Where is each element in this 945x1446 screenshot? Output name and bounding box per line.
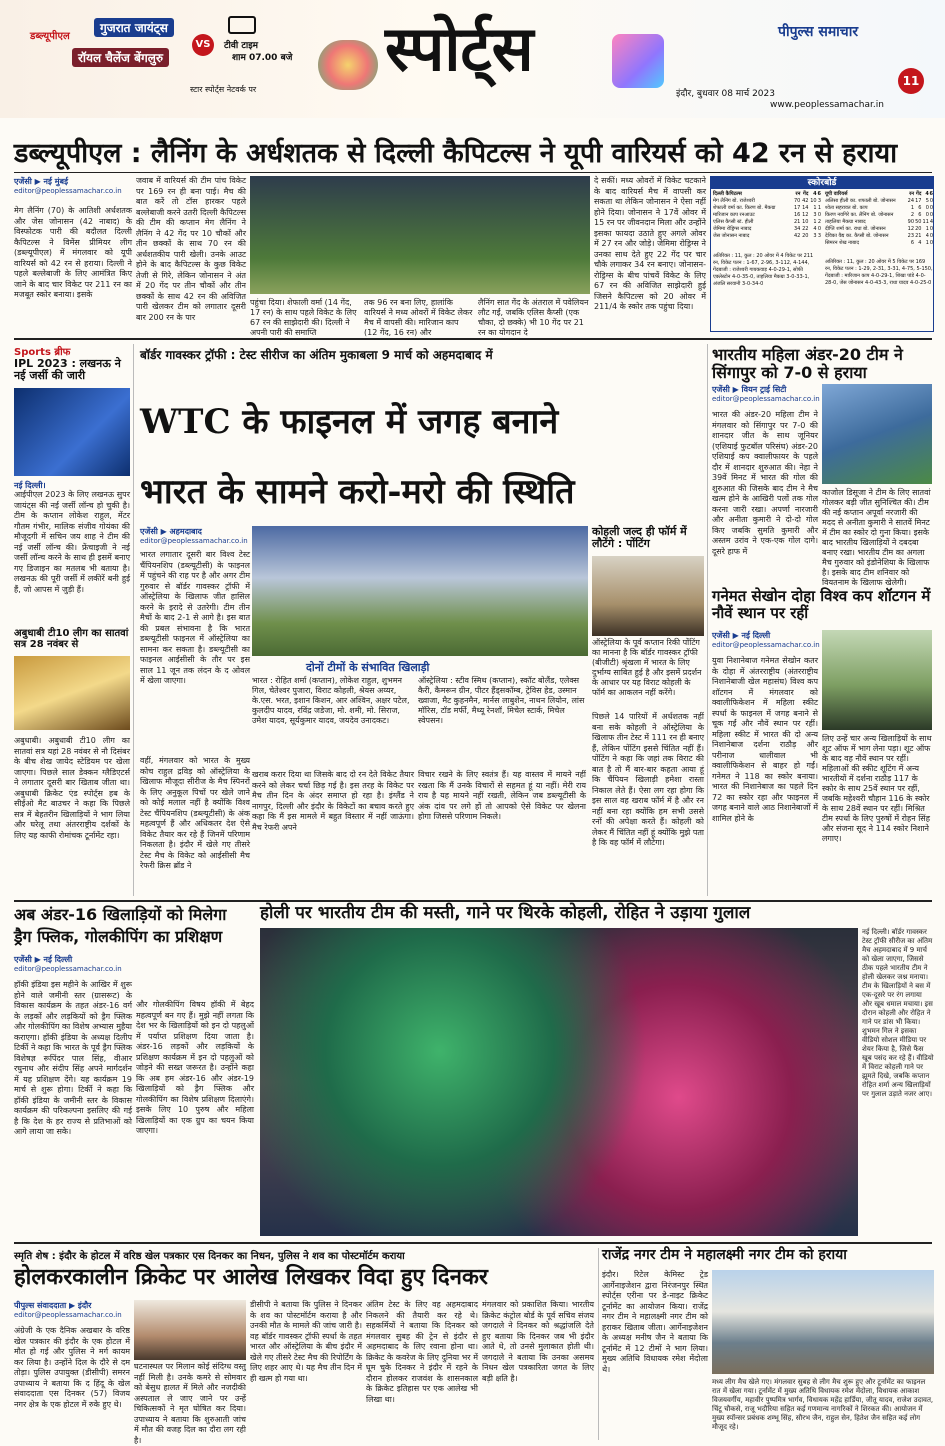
table-cell: 4 [925, 191, 929, 197]
table-row [825, 212, 933, 219]
obit-headline: होलकरकालीन क्रिकेट पर आलेख लिखकर विदा हुए दिनकर [14, 1265, 488, 1290]
brief-2-headline: अबुधाबी टी10 लीग का सातवां सत्र 28 नवंबर से [14, 628, 129, 650]
brand-logo: पीपुल्स समाचार [778, 24, 859, 40]
divider [14, 172, 932, 173]
table-cell: अलिसा हीली का. शफाली बो. जोनासन [825, 198, 896, 204]
table-cell: रन [795, 191, 801, 197]
table-row [713, 191, 821, 198]
table-cell: 6 [918, 212, 922, 218]
dinkar-photo [134, 1300, 246, 1360]
hockey-headline-line-2: ड्रैग फ्लिक, गोलकीपिंग का प्रशिक्षण [14, 927, 223, 946]
obit-col-3: डीसीपी ने बताया कि पुलिस ने दिनकर के शव का पोस्टमॉर्टम कराया है और उनकी मौत के मामले की जांच जारी है। वह बॉर्डर गावस्कर ट्रॉफी स्पर्धा के तहत भारत और ऑस्ट्रेलिया के बीच इंदौर में खेले गए तीसरे टेस्ट मैच की रिपोर्टिंग के लिए शहर आए थे। यह मैच तीन दिन में ही खत्म हो गया था। [250, 1300, 362, 1383]
scoreboard-right-table [825, 191, 933, 247]
obit-col-5: मंगलवार को प्रकाशित किया। भारतीय क्रिकेट कंट्रोल बोर्ड के पूर्व सचिव संजय जगदाले ने दिनकर को श्रद्धांजलि देते हुए बताया कि दिनकर जब भी इंदौर आते थे, तो उनसे मुलाकात होती थी। जगदाले ने बताया कि उनका असमय निधन खेल पत्रकारिता जगत के लिए बड़ी क्षति है। [482, 1300, 594, 1383]
lead-caption-2: तक 96 रन बना लिए, हालांकि वारियर्स ने मध्य ओवरों में विकेट लेकर मैच में वापसी की। मारिजान काप (12 गेंद, 16 रन) और [364, 298, 473, 337]
table-cell: 17 [794, 205, 801, 211]
table-cell: 0 [817, 226, 821, 232]
obit-col-4: अंतिम टेस्ट के लिए वह अहमदाबाद निकलने की तैयारी कर रहे थे। सहकर्मियों ने बताया कि दिनकर को मंगलवार सुबह की ट्रेन से इंदौर से अहमदाबाद के लिए रवाना होना था। क्रिकेट के कवरेज के लिए दुनिया भर में घूम चुके दिनकर ने इंदौर में रहने के दौरान होलकर राजवंश के शासनकाल के क्रिकेट इतिहास पर एक आलेख भी लिखा था। [366, 1300, 478, 1404]
table-cell: श्वेता सहरावत बो. काप [825, 205, 868, 211]
table-cell: 1 [813, 205, 817, 211]
table-cell: 2 [817, 219, 821, 225]
table-cell: मेग लैनिंग बो. राजेश्वरी [713, 198, 755, 204]
wtc-byline-block [140, 526, 250, 546]
table-cell: 17 [915, 198, 922, 204]
table-cell: 0 [929, 226, 933, 232]
hockey-byline-block [14, 954, 132, 976]
hockey-col-1: हॉकी इंडिया इस महीने के आखिर में शुरू होने वाले जमीनी स्तर (ग्रासरूट) के विकास कार्यक्रम के तहत अंडर-16 वर्ग के लड़कों और लड़कियों को ड्रैग फ्लिक और गोलकीपिंग का विशेष अभ्यास मुहैया कराएगा। हॉकी इंडिया के अध्यक्ष दिलीप टिर्की ने कहा कि भारत के पूर्व ड्रैग फ्लिक विशेषज्ञ रूपिंदर पाल सिंह, वीआर रघुनाथ और संदीप सिंह अपने मार्गदर्शन में यह प्रशिक्षण देंगे। यह कार्यक्रम 19 मार्च से शुरू होगा। टिर्की ने कहा कि हॉकी इंडिया के जमीनी स्तर के विकास कार्यक्रम की परिकल्पना इसलिए की गई है कि देश के हर राज्य से प्रतिभाओं को आगे लाया जा सके। [14, 980, 132, 1136]
table-cell: 0 [929, 233, 933, 239]
table-cell: 0 [929, 212, 933, 218]
byline: एजेंसी ▶ अहमदाबाद [140, 527, 202, 536]
byline: पीपुल्स संवाददाता ▶ इंदौर [14, 1301, 92, 1310]
table-cell: 22 [802, 226, 809, 232]
table-cell: 5 [925, 198, 929, 204]
table-cell: 4 [918, 240, 922, 246]
byline: एजेंसी ▶ वियन ट्राई सिटी [712, 385, 787, 394]
email: editor@peoplessamachar.co.in [14, 1311, 122, 1319]
email: editor@peoplessamachar.co.in [14, 187, 122, 195]
table-cell: 0 [929, 240, 933, 246]
brief-photo-2 [14, 656, 130, 730]
scoreboard-left-table [713, 191, 821, 240]
table-row [713, 212, 821, 219]
ponting-photo [592, 556, 704, 636]
australia-squad: ऑस्ट्रेलिया : स्टीव स्मिथ (कप्तान), स्कॉट बोलैंड, एलेक्स कैरी, कैमरून ग्रीन, पीटर हैंड्सकॉम्ब, ट्रेविस हेड, उस्मान ख्वाजा, मैट कुहनमैन, मार्नस लाबुशेन, नाथन लियोन, लांस मॉरिस, टॉड मर्फी, मैथ्यू रेनशॉ, मिचेल स्टार्क, मिचेल स्वेपसन। [418, 676, 585, 725]
table-cell: ताहलिया मैकग्रा नाबाद [825, 219, 866, 225]
table-cell: 10 [802, 219, 809, 225]
table-row [713, 198, 821, 205]
table-cell: 16 [794, 212, 801, 218]
obit-kicker: स्मृति शेष : इंदौर के होटल में वरिष्ठ खेल पत्रकार एस दिनकर का निधन, पुलिस ने शव का पोस्टमॉर्टम कराया [14, 1251, 405, 1262]
divider [14, 1242, 932, 1244]
date-line: इंदौर, बुधवार 08 मार्च 2023 [676, 89, 775, 99]
table-cell: 6 [929, 191, 933, 197]
wtc-photo-label: दोनों टीमों के संभावित खिलाड़ी [306, 661, 430, 674]
table-cell: 0 [929, 198, 933, 204]
table-cell: देविका वैद्य का. कैप्सी बो. जोनासन [825, 233, 889, 239]
table-cell: जेमिमा रोड्रिग्स नाबाद [713, 226, 752, 232]
table-cell: यूपी वारियर्स [825, 191, 848, 197]
ganemat-caption: लिए उन्हें चार अन्य खिलाड़ियों के साथ शूट ऑफ में भाग लेना पड़ा। शूट ऑफ के बाद वह नौवें स्थान पर रहीं। महिलाओं की स्कीट शूटिंग में अन्य भारतीयों में दर्शना राठौड़ 117 के स्कोर के साथ 25वें स्थान पर रहीं, जबकि महेश्वरी चौहान 116 के स्कोर के साथ 28वें स्थान पर रहीं। मिश्रित टीम स्पर्धा के लिए पुरुषों में रोहन सिंह और संजना सूद ने 114 स्कोर निशाने लगाए। [822, 734, 932, 843]
table-row [825, 240, 933, 247]
ganemat-headline: गनेमत सेखोन दोहा विश्व कप शॉटगन में नौवें स्थान पर रहीं [712, 587, 931, 622]
table-cell: 1 [910, 205, 915, 211]
u20-byline-block [712, 384, 818, 408]
brief-1-headline: IPL 2023 : लखनऊ ने नई जर्सी की जारी [14, 357, 121, 383]
table-cell: 1 [817, 205, 821, 211]
table-row [713, 233, 821, 240]
table-row [713, 205, 821, 212]
scoreboard-right-notes: अतिरिक्त : 11, कुल : 20 ओवर में 5 विकेट पर 169 रन, विकेट पतन : 1-29, 2-31, 3-31, 4-75, 5-150, गेंदबाजी : मारिजान काप 4-0-29-1, शिखा पांडे 4-0-28-0, जेस जोनासन 4-0-43-3, राधा यादव 4-0-25-0 [825, 259, 933, 286]
table-cell: 0 [817, 212, 821, 218]
table-cell: दीप्ति शर्मा का. राधा बो. जोनासन [825, 226, 886, 232]
hockey-headline-line-1: अब अंडर-16 खिलाड़ियों को मिलेगा [14, 905, 227, 924]
kohli-headline: कोहली जल्द ही फॉर्म में लौटेंगे : पोंटिंग [592, 525, 687, 551]
ad-channel: स्टार स्पोर्ट्स नेटवर्क पर [190, 85, 257, 94]
table-cell: 34 [794, 226, 801, 232]
table-cell: 6 [918, 205, 922, 211]
table-cell: 42 [802, 198, 809, 204]
byline: एजेंसी ▶ नई दिल्ली [14, 955, 73, 964]
ganemat-byline-block [712, 630, 818, 654]
table-cell: 42 [794, 233, 801, 239]
table-cell: 21 [915, 233, 922, 239]
table-cell: 12 [802, 212, 809, 218]
lead-photo [250, 176, 590, 294]
wtc-col-2: वहीं, मंगलवार को भारत के मुख्य कोच राहुल द्रविड़ को ऑस्ट्रेलिया के खिलाफ मौजूदा सीरीज के मैच स्पिनरों के लिए अनुकूल पिचों पर खेले जाने को कोई मलाल नहीं है क्योंकि विश्व टेस्ट चैंपियनशिप (डब्ल्यूटीसी) के अंक महत्वपूर्ण हैं और अधिकतर देश ऐसे विकेट तैयार कर रहे हैं जिनमें परिणाम निकलता है। इंदौर में खेले गए तीसरे टेस्ट मैच के विकेट को आईसीसी मैच रेफरी क्रिस ब्रॉड ने [140, 756, 250, 870]
obit-col-2: घटनास्थल पर मिलान कोई संदिग्ध वस्तु नहीं मिली है। उनके कमरे से सोमवार को बेसुध हालत में मिले और नजदीकी अस्पताल ले जाए जाने पर उन्हें चिकित्सकों ने मृत घोषित कर दिया। उपाध्याय ने बताया कि शुरुआती जांच में मौत की वजह दिल का दौरा लग रही है। [134, 1362, 246, 1445]
page-title: स्पोर्ट्स [385, 12, 534, 85]
table-row [825, 198, 933, 205]
wtc-col-4: विचार रखने के लिए स्वतंत्र हैं। यह वास्तव में मायने नहीं रखता कि मैं उनके विचारों से सहमत हूं या नहीं। मेरी राय राय है यह मायने नहीं रखती, लेकिन जब डब्ल्यूटीसी के अंक दांव पर लगे हों तो आपको ऐसे विकेट पर खेलना होगा जिससे परिणाम निकले। [418, 770, 586, 821]
table-cell: 2 [910, 212, 915, 218]
table-cell: 6 [910, 240, 915, 246]
holi-side-text: नई दिल्ली। बॉर्डर गावस्कर टेस्ट ट्रॉफी सीरीज का अंतिम मैच अहमदाबाद में 9 मार्च को खेला जाएगा, जिससे ठीक पहले भारतीय टीम ने होली खेलकर जश्न मनाया। टीम के खिलाड़ियों ने बस में एक-दूसरे पर रंग लगाया और खूब धमाल मचाया। इस दौरान कोहली और रोहित ने गाने पर डांस भी किया। शुभमन गिल ने इसका वीडियो सोशल मीडिया पर शेयर किया है, जिसे फैंस खूब पसंद कर रहे हैं। वीडियो में विराट कोहली गाने पर झूमते दिखे, जबकि कप्तान रोहित शर्मा अन्य खिलाड़ियों पर गुलाल उड़ाते नजर आए। [862, 928, 934, 1098]
scoreboard-table [825, 191, 933, 247]
table-cell: 0 [925, 212, 929, 218]
table-cell: 12 [907, 226, 915, 232]
tv-icon [228, 16, 256, 34]
rajendra-team-photo [712, 1270, 934, 1374]
byline: एजेंसी ▶ नई दिल्ली [712, 631, 771, 640]
lead-headline: डब्ल्यूपीएल : लैनिंग के अर्धशतक से दिल्ली कैपिटल्स ने यूपी वारियर्स को 42 रन से हराया [14, 138, 898, 169]
ad-team-2: रॉयल चैलेंज बेंगलुरु [72, 48, 169, 67]
table-row [713, 219, 821, 226]
table-cell: 4 [813, 191, 817, 197]
byline: एजेंसी ▶ नई मुंबई [14, 177, 68, 186]
table-cell: 0 [929, 205, 933, 211]
ponting-caption: ऑस्ट्रेलिया के पूर्व कप्तान रिकी पोंटिंग का मानना है कि बॉर्डर गावस्कर ट्रॉफी (बीजीटी) श्रृंखला में भारत के लिए दुर्भाग्य साबित हुई है और इसमें प्रदर्शन के आधार पर यह विराट कोहली के फॉर्म का आकलन नहीं करेंगे। [592, 638, 702, 697]
ad-league: डब्ल्यूपीएल [30, 31, 70, 42]
table-cell: 14 [802, 205, 809, 211]
wtc-headline-line-1: WTC के फाइनल में जगह बनाने [140, 402, 559, 442]
table-cell: 4 [929, 219, 933, 225]
wtc-headline-line-2: भारत के सामने करो-मरो की स्थिति [140, 472, 575, 512]
brief-1-byline: नई दिल्ली। [14, 481, 46, 490]
table-cell: 3 [817, 198, 821, 204]
ganemat-body: युवा निशानेबाज गनेमत सेखोन कतर के दोहा में अंतरराष्ट्रीय (अंतरराष्ट्रीय निशानेबाजी खेल महासंघ) विश्व कप शॉटगन में मंगलवार को क्वालीफिकेशन में महिला स्कीट स्पर्धा के फाइनल में जगह बनाने से चूक गईं और नौवें स्थान पर रहीं। महिला स्कीट में भारत की दो अन्य निशानेबाज दर्शना राठौड़ और परीनाज धालीवाल भी क्वालीफिकेशन से बाहर हो गईं। गनेमत ने 118 का स्कोर बनाया। भारत की निशानेबाज का पहले दिन 72 का स्कोर रहा और फाइनल में जगह बनाने वाले आठ निशानेबाजों में शामिल होने के [712, 656, 818, 823]
kohli-body: पिछले 14 पारियों में अर्धशतक नहीं बना सके कोहली ने ऑस्ट्रेलिया के खिलाफ तीन टेस्ट में 111 रन ही बनाए हैं, लेकिन पोंटिंग इससे चिंतित नहीं हैं। पोंटिंग ने कहा कि जहां तक विराट की बात है तो मैं बार-बार कहता आया हूं कि चैंपियन खिलाड़ी हमेशा रास्ता निकाल लेते हैं। ऐसा लग रहा होगा कि इस साल वह खराब फॉर्म में है और रन नहीं बना रहा क्योंकि हम सभी उससे रनों की अपेक्षा करते हैं। कोहली को लेकर मैं चिंतित नहीं हूं क्योंकि मुझे पता है कि वह फॉर्म में लौटेगा। [592, 712, 704, 847]
page-number: 11 [898, 68, 924, 94]
ad-vs-badge: VS [192, 34, 214, 56]
table-cell: 50 [915, 219, 922, 225]
table-cell: 20 [915, 226, 922, 232]
ad-tv-label: टीवी टाइम [224, 41, 259, 51]
rajendra-headline: राजेंद्र नगर टीम ने महालक्ष्मी नगर टीम को हराया [602, 1247, 847, 1263]
holi-photo [260, 928, 858, 1236]
ad-team-1: गुजरात जायंट्स [94, 18, 174, 37]
divider [133, 344, 134, 896]
lead-byline-block [14, 176, 132, 198]
email: editor@peoplessamachar.co.in [712, 395, 820, 403]
table-cell: गेंद [802, 191, 809, 197]
table-cell: 20 [802, 233, 809, 239]
table-row [825, 219, 933, 226]
u20-photo [822, 384, 932, 484]
holi-decor-right [612, 34, 664, 88]
obit-col-1: अंग्रेजी के एक दैनिक अखबार के वरिष्ठ खेल पत्रकार की इंदौर के एक होटल में मौत हो गई और पुलिस ने मर्ग कायम कर लिया है। उन्होंने दिल के दौरे से दम तोड़ा। पुलिस उपायुक्त (डीसीपी) समरन उपाध्याय ने बताया कि द हिंदू के खेल संवाददाता एस दिनकर (57) विजय नगर क्षेत्र के एक होटल में रुके हुए थे। [14, 1326, 130, 1409]
lead-col-2: जवाब में वारियर्स की टीम पांच विकेट पर 169 रन ही बना पाई। मैच की बात करें तो टॉस हारकर पहले बल्लेबाजी करने उतरी दिल्ली कैपिटल्स की टीम की कप्तान मेग लैनिंग ने लैनिंग ने 42 गेंद पर 10 चौकों और तीन छक्कों के साथ 70 रन की अर्धशतकीय पारी खेली। उनके आउट होने के बाद कैपिटल्स के कुछ विकेट तेजी से गिरे, लेकिन जोनासन ने अंत में 20 गेंद पर तीन चौकों और तीन छक्कों के साथ 42 रन की अविजित पारी खेलकर टीम को लगातार दूसरी बार 200 रन के पार [136, 176, 246, 322]
brief-2-body: अबुधाबी। अबुधाबी टी10 लीग का सातवां सत्र यहां 28 नवंबर से नौ दिसंबर के बीच शेख जायेद स्टेडियम पर खेला जाएगा। पिछले साल डेक्कन ग्लैडिएटर्स ने लगातार दूसरी बार खिताब जीता था। अबुधाबी क्रिकेट एंड स्पोर्ट्स हब के सीईओ मैट बाउचर ने कहा कि पिछले सत्र में बेहतरीन खिलाड़ियों ने भाग लिया और घरेलू तथा अंतरराष्ट्रीय दर्शकों के लिए यह काफी रोमांचक टूर्नामेंट रहा। [14, 736, 130, 840]
masthead [0, 0, 945, 118]
table-cell: गेंद [915, 191, 922, 197]
table-cell: 3 [813, 233, 817, 239]
brief-badge: Sports ब्रीफ [14, 347, 71, 358]
table-cell: 70 [794, 198, 801, 204]
u20-caption: काजोल डिसूजा ने टीम के लिए सातवां गोलकर बड़ी जीत सुनिश्चित की। टीम की नई कप्तान अपूर्वा नरजारी की मदद से अनीता कुमारी ने सातवें मिनट में टीम का स्कोर दो गुना किया। इसके बाद भारतीय खिलाड़ियों ने दबदबा बनाए रखा। भारतीय टीम का अगला मैच गुरुवार को इंडोनेशिया के खिलाफ है। इसके बाद टीम शनिवार को वियतनाम के खिलाफ खेलेगी। [822, 488, 931, 587]
table-cell: 1 [925, 226, 929, 232]
india-squad: भारत : रोहित शर्मा (कप्तान), लोकेश राहुल, शुभमन गिल, चेतेश्वर पुजारा, विराट कोहली, श्रेयस अय्यर, के.एस. भरत, इशान किशन, आर अश्विन, अक्षर पटेल, कुलदीप यादव, रविंद्र जडेजा, मो. शमी, मो. सिराज, उमेश यादव, सूर्यकुमार यादव, जयदेव उनादकट। [252, 676, 410, 725]
table-cell: 10 [810, 198, 817, 204]
scoreboard-left-notes: अतिरिक्त : 11, कुल : 20 ओवर में 4 विकेट पर 211 रन, विकेट पतन : 1-67, 2-96, 3-112, 4-144, गेंदबाजी : राजेश्वरी गायकवाड़ 4-0-29-1, सोफी एक्लेस्टोन 4-0-35-0, ताहलिया मैकग्रा 3-0-33-1, अंजलि सरवानी 3-0-34-0 [713, 253, 814, 287]
brief-1-body: आईपीएल 2023 के लिए लखनऊ सुपर जायंट्स की नई जर्सी लॉन्च हो चुकी है। टीम के कप्तान लोकेश राहुल, मेंटर गौतम गंभीर, मालिक संजीव गोयंका की मौजूदगी में सचिन जय शाह ने टीम की नई जर्सी लॉन्च की। फ्रेंचाइजी ने नई जर्सी लॉन्च करने के साथ ही इसमें बनाए गए डिजाइन का मतलब भी बताया है। लखनऊ की पूरी जर्सी में लकीरें बनी हुई हैं, जो आपस में जुड़ी हैं। [14, 490, 130, 594]
divider [707, 344, 708, 896]
divider [598, 1248, 599, 1440]
table-row [825, 226, 933, 233]
table-cell: सिमरन शेख नाबाद [825, 240, 860, 246]
lead-caption-3: लैनिंग सात गेंद के अंतराल में पवेलियन लौट गईं, जबकि एलिस कैप्सी (एक चौका, दो छक्के) भी 10 गेंद पर 21 रन का योगदान दे [478, 298, 589, 337]
wtc-col-1: भारत लगातार दूसरी बार विश्व टेस्ट चैंपियनशिप (डब्ल्यूटीसी) के फाइनल में पहुंचने की राह पर है और अगर टीम गुरुवार से बॉर्डर गावस्कर ट्रॉफी में ऑस्ट्रेलिया के खिलाफ जीत हासिल करने के इरादे से उतरेगी। टीम तीन मैचों के बाद 2-1 से आगे है। इस बात की प्रबल संभावना है कि भारत डब्ल्यूटीसी फाइनल में ऑस्ट्रेलिया का सामना कर सकता है। डब्ल्यूटीसी का फाइनल आईसीसी के तौर पर इस साल 11 जून तक लंदन के द ओवल में खेला जाएगा। [140, 550, 250, 685]
wtc-kicker: बॉर्डर गावस्कर ट्रॉफी : टेस्ट सीरीज का अंतिम मुकाबला 9 मार्च को अहमदाबाद में [140, 348, 493, 362]
divider [14, 900, 932, 902]
table-row [713, 226, 821, 233]
table-cell: रन [909, 191, 915, 197]
brief-photo-1 [14, 388, 130, 476]
holi-headline: होली पर भारतीय टीम की मस्ती, गाने पर थिरके कोहली, रोहित ने उड़ाया गुलाल [260, 903, 751, 923]
divider [14, 338, 932, 340]
table-cell: 3 [813, 212, 817, 218]
table-cell: 90 [907, 219, 915, 225]
hockey-col-2: और गोलकीपिंग विषय हॉकी में बेहद महत्वपूर्ण बन गए हैं। मुझे नहीं लगता कि देश भर के खिलाड़ियों को इन दो पहलुओं में पर्याप्त प्रशिक्षण दिया जाता है। अंडर-16 लड़कों और लड़कियों के प्रशिक्षण कार्यक्रम में इन दो पहलुओं को जोड़ने की सख्त जरूरत है। उन्होंने कहा कि अब हम अंडर-16 और अंडर-19 खिलाड़ियों को ड्रैग फ्लिक और गोलकीपिंग का विशेष प्रशिक्षण दिलाएंगे। इसके लिए 10 पुरुष और महिला खिलाड़ियों का एक ग्रुप का चयन किया जाएगा। [136, 1000, 254, 1135]
table-cell: 4 [925, 233, 929, 239]
table-cell: 6 [817, 191, 821, 197]
table-cell: एलिस कैप्सी स्टं. हीली [713, 219, 754, 225]
table-cell: 24 [907, 198, 915, 204]
scoreboard [710, 176, 934, 332]
table-cell: 3 [817, 233, 821, 239]
sports-brief-column [14, 344, 130, 896]
rajendra-body: इंदौर। रिटेल केमिस्ट ट्रेड आर्गेनाइजेशन द्वारा निरंजनपुर स्थित स्पोर्ट्स एरीना पर डे-नाइट क्रिकेट टूर्नामेंट का आयोजन किया। राजेंद्र नगर टीम ने महालक्ष्मी नगर टीम को हराकर खिताब जीता। आर्गेनाइजेशन के अध्यक्ष मनीष जैन ने बताया कि टूर्नामेंट में 12 टीमों ने भाग लिया। मुख्य अतिथि विधायक रमेश मेंदोला थे। [602, 1270, 708, 1374]
table-cell: जेस जोनासन नाबाद [713, 233, 750, 239]
email: editor@peoplessamachar.co.in [712, 641, 820, 649]
ganemat-photo [822, 630, 932, 730]
table-cell: शेफाली वर्मा का. किरण बो. मैकग्रा [713, 205, 776, 211]
u20-body: भारत की अंडर-20 महिला टीम ने मंगलवार को सिंगापुर पर 7-0 की शानदार जीत के साथ जूनियर (एशियाई फुटबॉल परिसंघ) अंडर-20 एशियाई कप क्वालीफायर के पहले दौर में शानदार शुरुआत की। नेहा ने 39वें मिनट में भारत की गोल की शुरुआत की जिसके बाद टीम ने मैच खत्म होने के आखिरी पलों तक गोल करना जारी रखा। अपर्णा नारजारी और अनीता कुमारी ने दो-दो गोल किए जबकि सुमति कुमारी और अस्तम उरांव ने एक-एक गोल दागे। दूसरे हाफ में [712, 410, 818, 556]
ad-banner [12, 12, 312, 80]
lead-caption-1: पहुंचा दिया। शेफाली वर्मा (14 गेंद, 17 रन) के साथ पहले विकेट के लिए 67 रन की साझेदारी की। दिल्ली ने अपनी पारी की समाप्ति [250, 298, 357, 337]
table-cell: दिल्ली कैपिटल्स [713, 191, 742, 197]
table-cell: मारिजान काप रनआउट [713, 212, 755, 218]
email: editor@peoplessamachar.co.in [140, 537, 248, 545]
table-cell: 4 [813, 226, 817, 232]
lead-col-1: मेग लैनिंग (70) के आतिशी अर्धशतक और जेस जोनासन (42 नाबाद) के विस्फोटक पारी की बदौलत दिल्ली कैपिटल्स ने विमेंस प्रीमियर लीग (डब्ल्यूपीएल) में मंगलवार को यूपी वारियर्स को 42 रन से हराया। दिल्ली ने पहले बल्लेबाजी के लिए आमंत्रित किए जाने के बाद चार विकेट पर 211 रन का मजबूत स्कोर बनाया। इसके [14, 206, 132, 299]
table-row [825, 205, 933, 212]
holi-decor-left [318, 40, 378, 90]
rajendra-caption: मध्य लीग मैच खेले गए। मंगलवार सुबह से लीग मैच शुरू हुए और टूर्नामेंट का फाइनल रात में खेला गया। टूर्नामेंट में मुख्य अतिथि विधायक रमेश मेंदोला, विधायक आकाश विजयवर्गीय, महावीर पुष्पमित्र भार्गव, विधायक महेंद्र हार्डिया, जीतू यादव, राजेश उदावत, चिंटू चौकसे, राजू भदौरिया सहित कई गणमान्य नागरिकों ने शिरकत की। आयोजन में मुख्य स्पॉन्सर प्रबंधक शम्भू सिंह, सौरभ जैन, राहुल सेन, हितेश जैन सहित कई लोग मौजूद रहे। [712, 1378, 934, 1431]
table-cell: 21 [794, 219, 801, 225]
table-cell: 23 [907, 233, 915, 239]
scoreboard-title: स्कोरबोर्ड [711, 177, 933, 189]
u20-headline: भारतीय महिला अंडर-20 टीम ने सिंगापुर को 7-0 से हराया [712, 345, 903, 382]
table-cell: किरण नवगिरे का. लैनिंग बो. जोनासन [825, 212, 894, 218]
wtc-col-3: खराब करार दिया था जिसके बाद दो रन देते विकेट तैयार करने को लेकर चर्चा छिड़ गई है। इस तरह के विकेट पर मैच तीन दिन के अंदर समाप्त हो रहा है। इंग्लैंड ने नागपुर, दिल्ली और इंदौर के विकेटों का बचाव करते हुए कहा कि मैं इस मामले में बहुत विस्तार में नहीं जाऊंगा। मैच रेफरी अपने [252, 770, 414, 832]
lead-col-5: दे सकीं। मध्य ओवरों में विकेट चटकाने के बाद वारियर्स मैच में वापसी कर सकता था लेकिन जोनासन ने ऐसा नहीं होने दिया। जोनासन ने 17वें ओवर में 15 रन पर जीवनदान मिला और उन्होंने इसका फायदा उठाते हुए अगले ओवर में 27 रन और जोड़े। जेमिमा रोड्रिग्स ने उनका साथ देते हुए 22 गेंद पर चार चौके लगाकर 34 रन बनाए। जोनासन-रोड्रिग्स के बीच पांचवें विकेट के लिए 67 रन की अविजित साझेदारी हुई जिसने कैपिटल्स को 20 ओवर में 211/4 के स्कोर तक पहुंचा दिया। [594, 176, 706, 311]
ad-time: शाम 07.00 बजे [232, 53, 293, 63]
table-cell: 11 [922, 219, 929, 225]
table-cell: 0 [925, 205, 929, 211]
website: www.peoplessamachar.in [770, 100, 884, 110]
email: editor@peoplessamachar.co.in [14, 965, 122, 973]
table-row [825, 233, 933, 240]
scoreboard-table [713, 191, 821, 240]
table-row [825, 191, 933, 198]
wtc-team-photo [252, 526, 588, 656]
obit-byline-block [14, 1300, 132, 1322]
table-cell: 1 [925, 240, 929, 246]
table-cell: 1 [813, 219, 817, 225]
